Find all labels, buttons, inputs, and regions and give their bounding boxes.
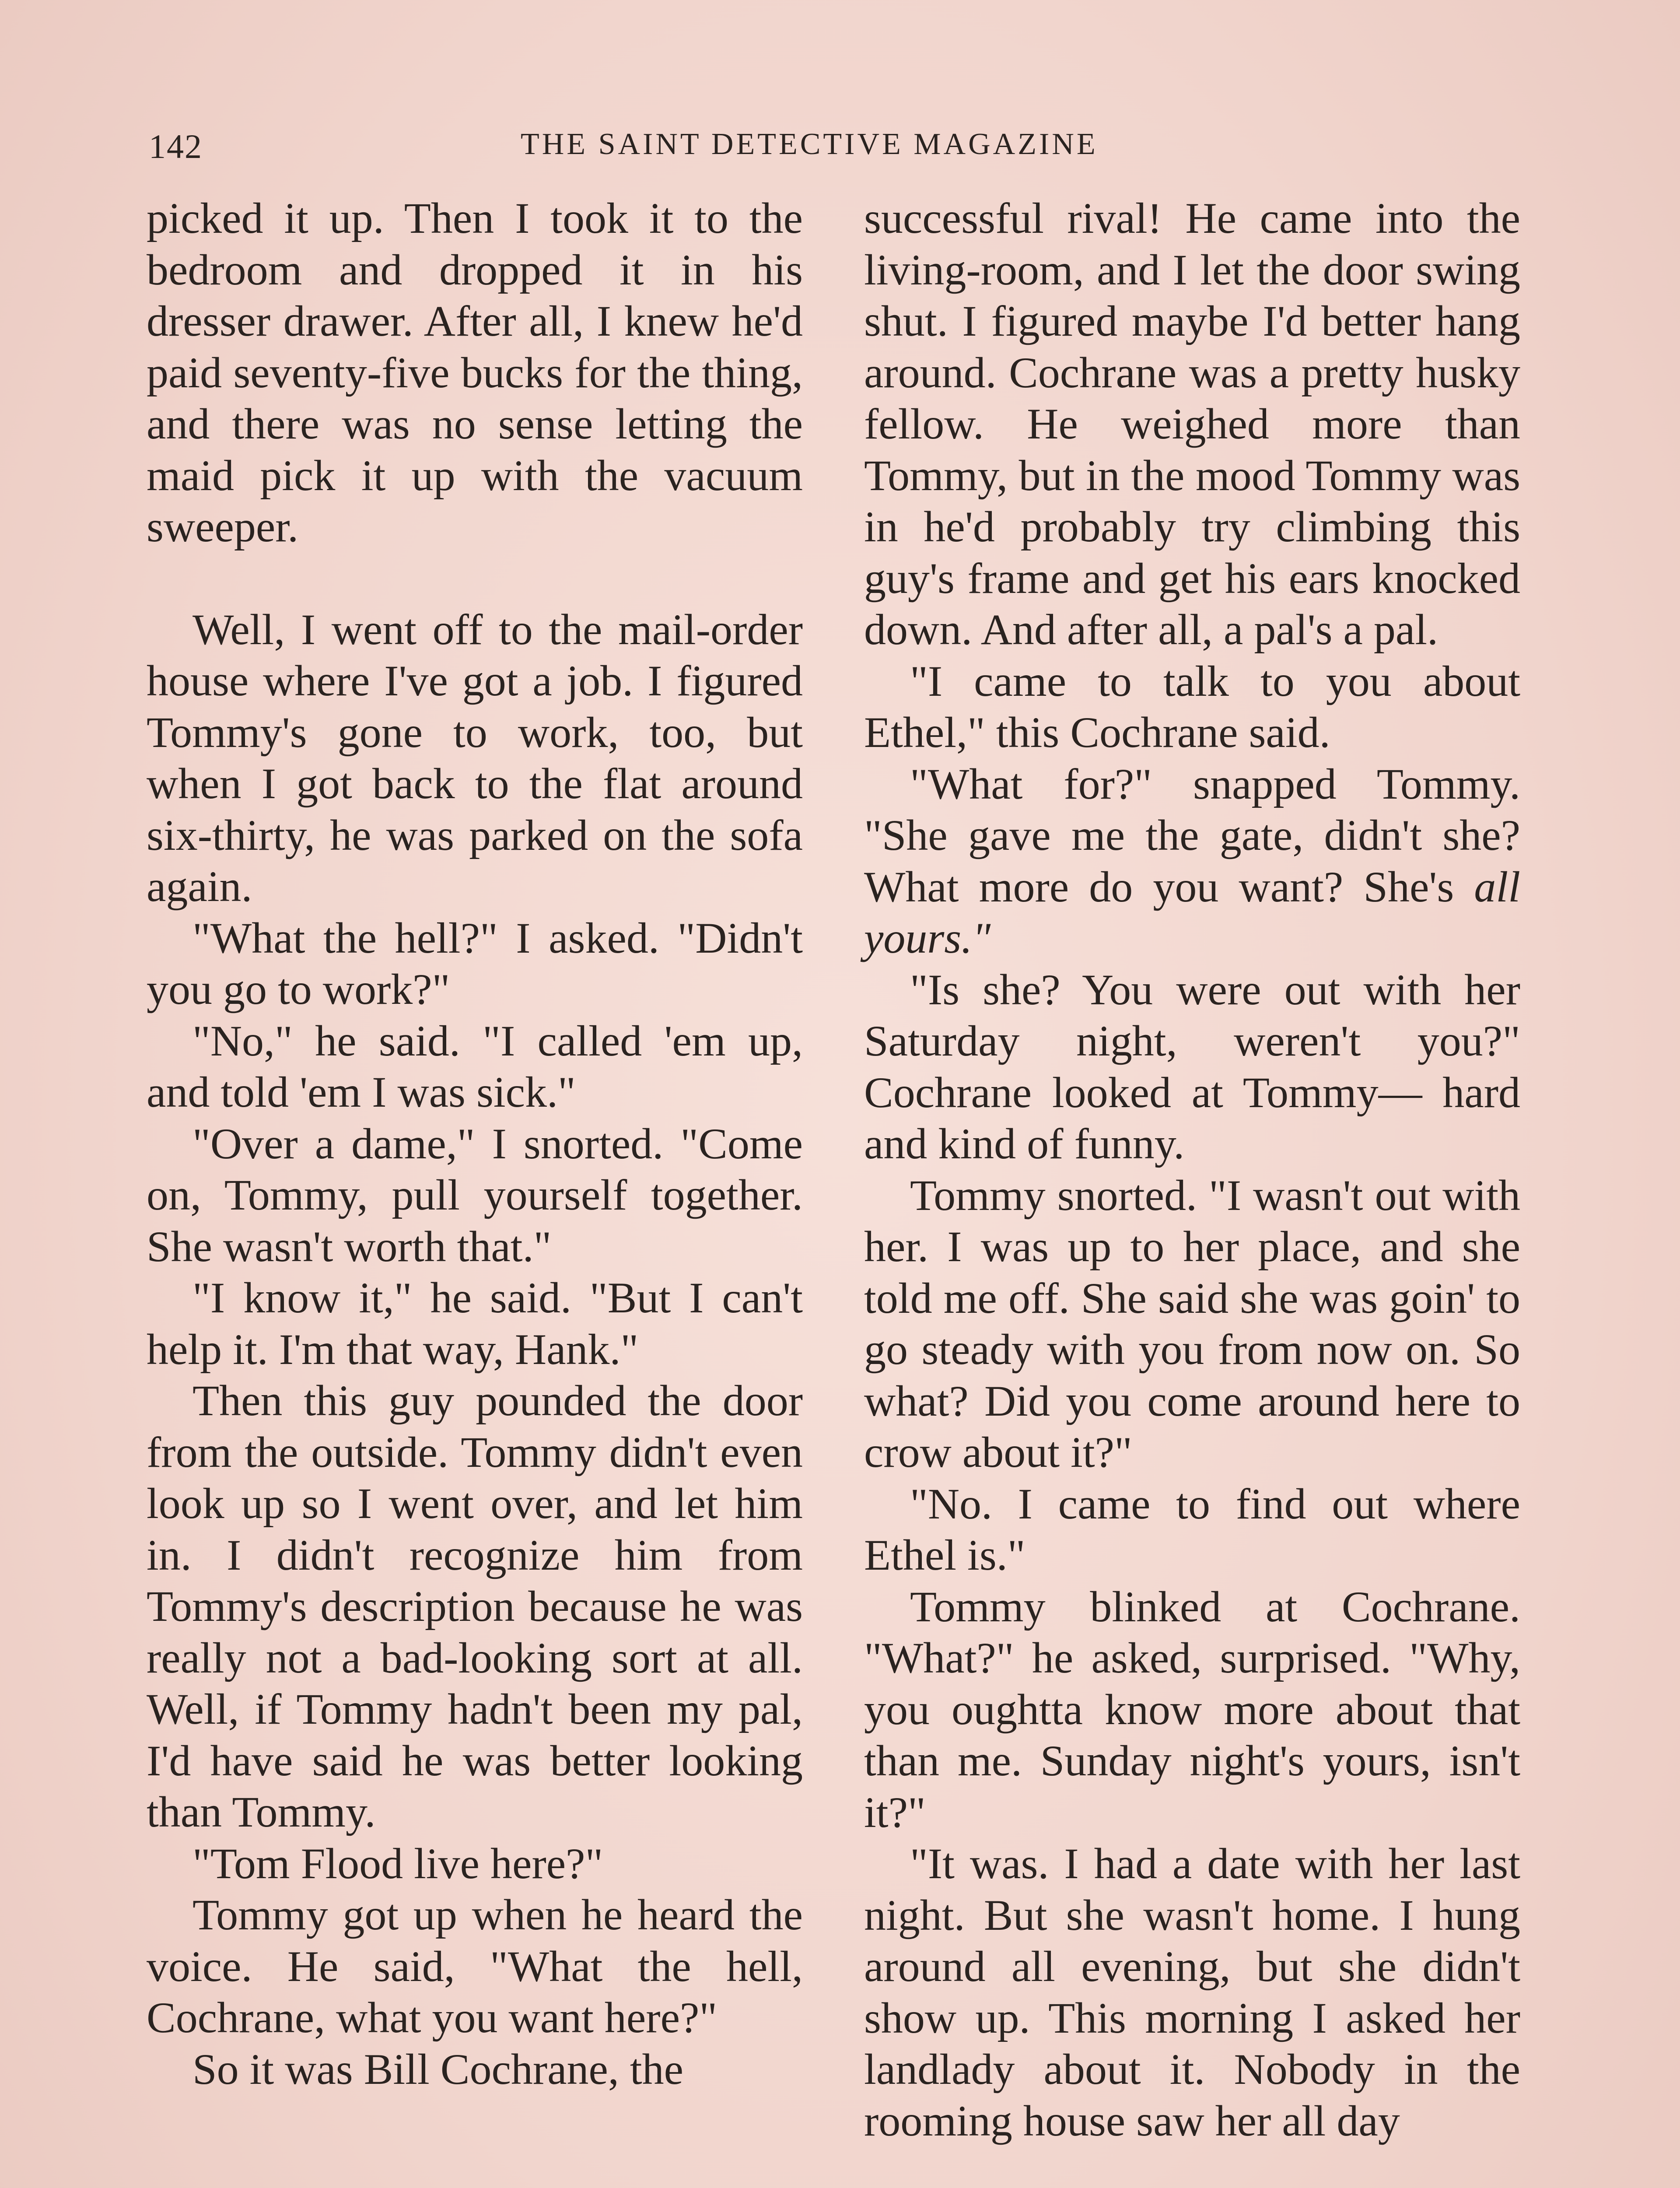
paragraph: picked it up. Then I took it to the bedroom and dropped it in his dresser drawer. After all, I knew he'd paid seventy-five bucks for the thing, and there was no sense letting the maid pick it up with the vacuum sweeper. — [147, 194, 803, 551]
page-header — [149, 127, 1531, 175]
paragraph: So it was Bill Cochrane, the — [192, 2044, 684, 2093]
paragraph: Then this guy pounded the door from the outside. Tommy didn't even look up so I went over, and let him in. I didn't recognize him from Tommy's description because he was really not a bad-looking sort at all. Well, if Tommy hadn't been my pal, I'd have said he was better looking than Tommy. — [147, 1376, 803, 1836]
paragraph: Well, I went off to the mail-order house where I've got a job. I figured Tommy's gone to work, too, but when I got back to the flat around six-thirty, he was parked on the sofa again. — [147, 605, 803, 911]
paragraph: Tommy got up when he heard the voice. He said, "What the hell, Cochrane, what you want here?" — [147, 1890, 803, 2042]
paragraph — [864, 758, 1520, 964]
paragraph: Tommy snorted. "I wasn't out with her. I was up to her place, and she told me off. She said she was goin' to go steady with you from now on. So what? Did you come around here to crow about it?" — [864, 1171, 1520, 1476]
italic-text: all yours." — [864, 862, 1520, 962]
paragraph: "Tom Flood live here?" — [192, 1839, 603, 1888]
running-title: THE SAINT DETECTIVE MAGAZINE — [521, 127, 1098, 161]
paragraph: "Over a dame," I snorted. "Come on, Tommy, pull yourself together. She wasn't worth that." — [147, 1119, 803, 1271]
paragraph: "What the hell?" I asked. "Didn't you go to work?" — [147, 913, 803, 1013]
left-column — [147, 193, 803, 2095]
paragraph: "It was. I had a date with her last night. But she wasn't home. I hung around all evening, but she didn't show up. This morning I asked her landlady about it. Nobody in the rooming house saw her all day — [864, 1839, 1520, 2145]
paragraph: "No. I came to find out where Ethel is." — [864, 1479, 1520, 1579]
paragraph: "No," he said. "I called 'em up, and told 'em I was sick." — [147, 1016, 803, 1116]
page-number: 142 — [149, 127, 203, 165]
paragraph: successful rival! He came into the living-room, and I let the door swing shut. I figured maybe I'd better hang around. Cochrane was a pretty husky fellow. He weighed more than Tommy, but in the mood Tommy was in he'd probably try climbing this guy's frame and get his ears knocked down. And after all, a pal's a pal. — [864, 194, 1520, 654]
right-column — [864, 193, 1520, 2146]
paragraph: "I came to talk to you about Ethel," this Cochrane said. — [864, 656, 1520, 757]
paragraph: "I know it," he said. "But I can't help it. I'm that way, Hank." — [147, 1273, 803, 1374]
paragraph: Tommy blinked at Cochrane. "What?" he asked, surprised. "Why, you oughtta know more about that than me. Sunday night's yours, isn't it?" — [864, 1582, 1520, 1837]
paragraph-text: "What for?" snapped Tommy. "She gave me the gate, didn't she? What more do you want? She's — [864, 759, 1520, 911]
paragraph: "Is she? You were out with her Saturday night, weren't you?" Cochrane looked at Tommy— hard and kind of funny. — [864, 965, 1520, 1168]
